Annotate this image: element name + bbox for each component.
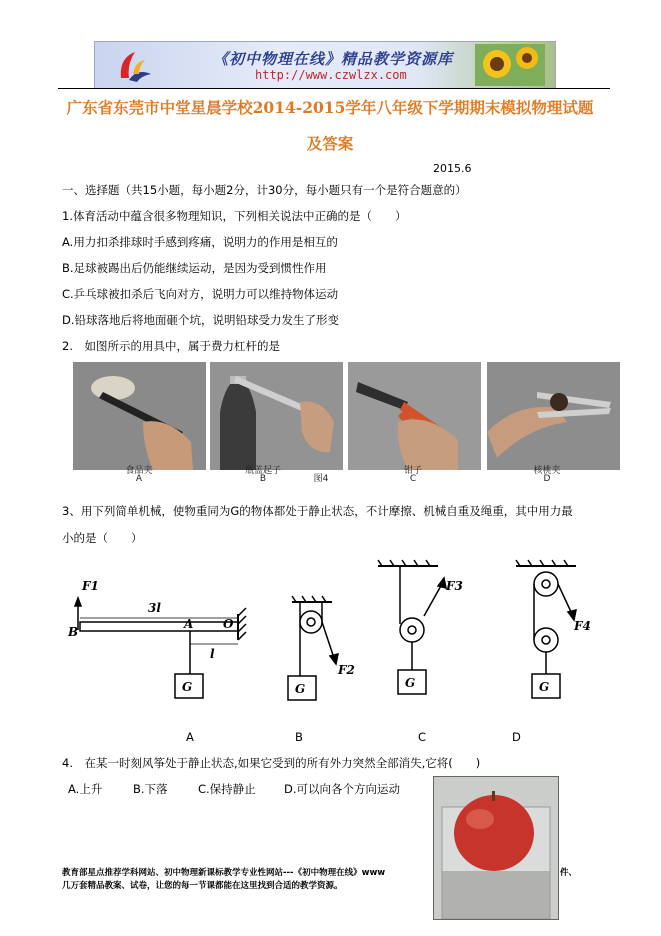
q3-option-c: C	[418, 730, 427, 744]
page-title: 广东省东莞市中堂星晨学校2014-2015学年八年级下学期期末模拟物理试题	[66, 98, 594, 117]
section-heading: 一、选择题（共15小题，每小题2分，计30分，每小题只有一个是符合题意的）	[62, 183, 467, 197]
footer-line1: 教育部星点推荐学科网站、初中物理新课标教学专业性网站---《初中物理在线》www	[62, 868, 386, 878]
page-footer	[62, 867, 592, 893]
q2-caption-d: 核桃夹	[533, 466, 561, 476]
q1-stem: 1.体育活动中蕴含很多物理知识，下列相关说法中正确的是（ ）	[62, 209, 407, 223]
q2-caption-c: 钳子	[403, 466, 422, 476]
q1-option-a: A.用力扣杀排球时手感到疼痛，说明力的作用是相互的	[62, 235, 338, 249]
label-b: B	[68, 625, 79, 639]
label-g-a: G	[182, 680, 193, 694]
label-g-d: G	[539, 680, 550, 694]
q4-option-b: B.下落	[133, 782, 168, 796]
q3-option-a: A	[186, 730, 194, 744]
q2-stem: 2. 如图所示的用具中，属于费力杠杆的是	[62, 339, 280, 353]
q2-letter-b: B	[259, 474, 267, 484]
label-g-b: G	[295, 682, 306, 696]
page-title-cont: 及答案	[306, 134, 354, 153]
apple-in-water-photo	[433, 776, 559, 920]
q4-option-d: D.可以向各个方向运动	[284, 782, 401, 796]
q2-caption-b: 瓶盖起子	[244, 466, 281, 476]
q2-caption-a: 食品夹	[125, 466, 153, 476]
site-logo-icon	[115, 48, 155, 84]
header-rule	[58, 88, 610, 89]
q1-option-c: C.乒乓球被扣杀后飞向对方，说明力可以维持物体运动	[62, 287, 339, 301]
footer-line2: 几万套精品教案、试卷，让您的每一节课都能在这里找到合适的教学资源。	[62, 881, 343, 891]
q4-option-c: C.保持静止	[198, 782, 256, 796]
q2-letter-a: A	[135, 474, 143, 484]
f1-arrowhead	[75, 598, 81, 606]
q2-photo-nutcracker	[487, 362, 620, 470]
q3-stem: 3、用下列简单机械，使物重同为G的物体都处于静止状态，不计摩擦、机械自重及绳重，其中用力最	[62, 504, 573, 518]
label-f2: F2	[338, 663, 355, 677]
q4-stem: 4. 在某一时刻风筝处于静止状态,如果它受到的所有外力突然全部消失,它将( )	[62, 756, 481, 770]
label-l: l	[210, 647, 215, 661]
q2-photo-pliers	[348, 362, 481, 470]
q3-figure	[60, 556, 620, 726]
q2-letter-d: D	[543, 474, 551, 484]
label-f1: F1	[82, 579, 99, 593]
q4-option-a: A.上升	[68, 782, 103, 796]
q2-photo-food-tongs	[73, 362, 206, 470]
label-3l: 3l	[148, 601, 161, 615]
label-o: O	[223, 617, 234, 631]
label-f4: F4	[574, 619, 591, 633]
q1-option-b: B.足球被踢出后仍能继续运动，是因为受到惯性作用	[62, 261, 327, 275]
header-banner	[94, 41, 556, 89]
q3-stem-cont: 小的是（ ）	[62, 531, 143, 545]
label-f3: F3	[446, 579, 463, 593]
q2-letter-c: C	[409, 474, 417, 484]
q1-option-d: D.铅球落地后将地面砸个坑，说明铅球受力发生了形变	[62, 313, 340, 327]
q2-photo-bottle-opener	[210, 362, 343, 470]
banner-title: 《初中物理在线》精品教学资源库	[213, 50, 454, 68]
label-a: A	[184, 617, 194, 631]
label-g-c: G	[405, 676, 416, 690]
exam-date: 2015.6	[433, 162, 472, 175]
footer-line1-tail: 件、	[560, 868, 578, 878]
q3-option-b: B	[295, 730, 303, 744]
banner-url[interactable]: http://www.czwlzx.com	[255, 68, 407, 82]
q3-option-d: D	[512, 730, 521, 744]
q2-figure-label: 图4	[313, 474, 329, 484]
sunflower-icon	[475, 44, 545, 86]
